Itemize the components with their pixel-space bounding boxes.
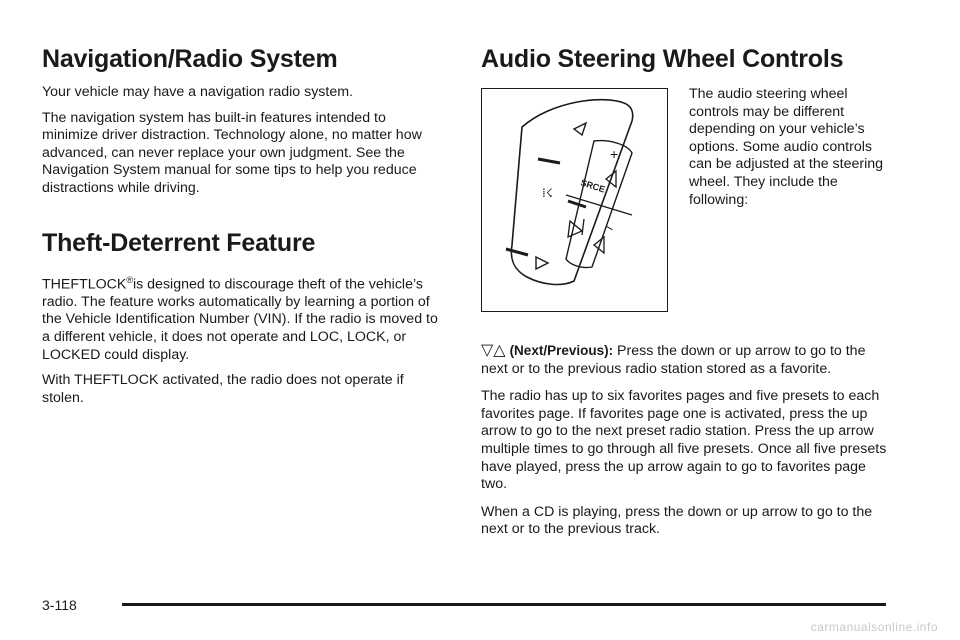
audio-controls-heading: Audio Steering Wheel Controls	[481, 45, 844, 73]
theftlock-activated-paragraph: With THEFTLOCK activated, the radio does not operate if stolen.	[42, 372, 404, 406]
right-column	[481, 44, 891, 539]
figure-caption-text: The audio steering wheel controls may be different depending on your vehicle’s options. Some audio controls can be adjusted at the steering wheel. They include the following:	[689, 86, 884, 208]
ridge-lower	[506, 249, 528, 255]
next-track-bar	[582, 219, 584, 235]
volume-plus-icon: +	[610, 146, 619, 162]
registered-mark: ®	[126, 274, 133, 285]
theftlock-brand: THEFTLOCK	[42, 276, 127, 293]
navigation-intro-paragraph: Your vehicle may have a navigation radio system.	[42, 84, 353, 100]
ridge-upper	[538, 159, 560, 163]
next-previous-paragraph	[481, 342, 891, 378]
next-previous-label: (Next/Previous):	[509, 343, 614, 358]
figure-row	[481, 88, 891, 314]
cd-paragraph: When a CD is playing, press the down or up arrow to go to the next or to the previous track.	[481, 503, 873, 538]
down-arrow-icon	[536, 257, 548, 269]
ridge-middle	[568, 201, 586, 207]
page-number: 3-118	[42, 597, 77, 613]
navigation-radio-heading: Navigation/Radio System	[42, 45, 338, 73]
volume-minus-icon: –	[602, 217, 618, 236]
up-arrow-icon	[574, 123, 586, 135]
navigation-detail-paragraph: The navigation system has built-in features intended to minimize driver distraction. Technology alone, no matter how advanced, can never replace your own judgment. See the Navigation System manual for some tips to help you reduce distractions while driving.	[42, 109, 422, 196]
theftlock-description: is designed to discourage theft of the vehicle’s radio. The feature works automatically by learning a portion of the Vehicle Identification Number (VIN). If the radio is moved to a different vehicle, it does not operate and LOC, LOCK, or LOCKED could display.	[42, 276, 438, 363]
theftlock-paragraph	[42, 272, 442, 365]
theft-deterrent-heading: Theft-Deterrent Feature	[42, 228, 316, 257]
voice-icon: ⁞☇	[542, 186, 553, 200]
outer-pad-outline	[511, 100, 632, 285]
steering-controls-illustration	[482, 89, 666, 310]
down-up-arrow-icon: ▽△	[481, 342, 506, 359]
next-previous-text: Press the down or up arrow to go to the next or to the previous radio station stored as a favorite.	[481, 343, 866, 377]
left-column	[42, 44, 442, 407]
steering-controls-figure	[481, 88, 668, 312]
favorites-paragraph: The radio has up to six favorites pages and five presets to each favorites page. If favorites page one is activated, press the up arrow to go to the next preset radio station. Press the up arrow multiple times to go through all five presets. Once all five presets have played, press the up arrow again to go to favorites page two.	[481, 388, 887, 493]
srce-label: SRCE	[579, 177, 607, 195]
footer-rule	[122, 603, 886, 606]
watermark-text: carmanualsonline.info	[810, 620, 938, 634]
